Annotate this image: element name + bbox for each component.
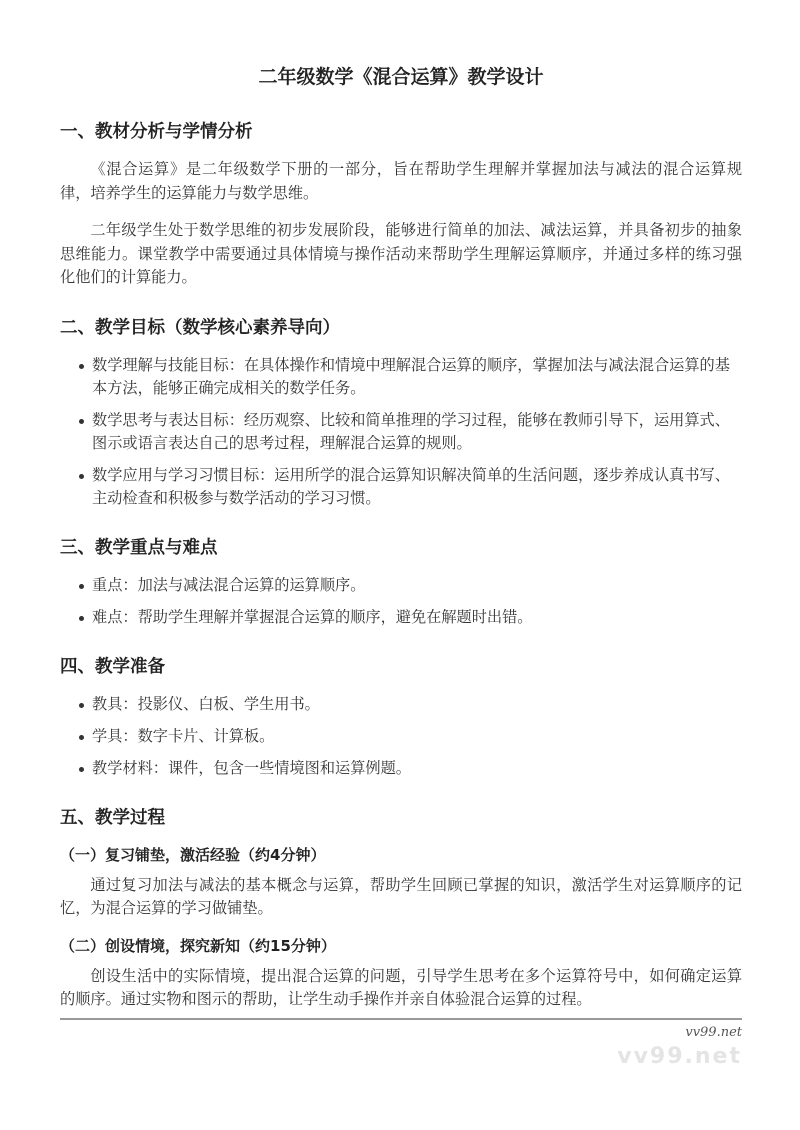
section-4 xyxy=(60,655,742,780)
document-title: 二年级数学《混合运算》教学设计 xyxy=(258,66,544,88)
objectives-list xyxy=(60,354,742,510)
subsection-heading: （一）复习铺垫，激活经验（约4分钟） xyxy=(60,845,326,864)
list-item: 重点：加法与减法混合运算的运算顺序。 xyxy=(60,574,742,597)
section-3 xyxy=(60,536,742,629)
footer-site: vv99.net xyxy=(685,1024,742,1040)
section-5 xyxy=(60,806,742,1012)
section-1 xyxy=(60,120,742,290)
section-heading-4: 四、教学准备 xyxy=(60,656,165,677)
preparation-list xyxy=(60,693,742,780)
key-points-list xyxy=(60,574,742,629)
section-heading-2: 二、教学目标（数学核心素养导向） xyxy=(60,317,340,338)
paragraph: 通过复习加法与减法的基本概念与运算，帮助学生回顾已掌握的知识，激活学生对运算顺序的记忆，为混合运算的学习做铺垫。 xyxy=(60,875,742,917)
footer-divider xyxy=(60,1018,742,1020)
section-heading-3: 三、教学重点与难点 xyxy=(60,537,218,558)
section-heading-1: 一、教材分析与学情分析 xyxy=(60,122,253,142)
list-item: 数学应用与学习习惯目标：运用所学的混合运算知识解决简单的生活问题，逐步养成认真书写、主动检查和积极参与数学活动的学习习惯。 xyxy=(60,464,742,510)
paragraph: 创设生活中的实际情境，提出混合运算的问题，引导学生思考在多个运算符号中，如何确定运算的顺序。通过实物和图示的帮助，让学生动手操作并亲自体验混合运算的过程。 xyxy=(60,966,742,1008)
list-item: 难点：帮助学生理解并掌握混合运算的顺序，避免在解题时出错。 xyxy=(60,606,742,629)
list-item: 教具：投影仪、白板、学生用书。 xyxy=(60,693,742,716)
paragraph: 《混合运算》是二年级数学下册的一部分，旨在帮助学生理解并掌握加法与减法的混合运算规律，培养学生的运算能力与数学思维。 xyxy=(60,160,742,202)
paragraph: 二年级学生处于数学思维的初步发展阶段，能够进行简单的加法、减法运算，并具备初步的抽象思维能力。课堂教学中需要通过具体情境与操作活动来帮助学生理解运算顺序，并通过多样的练习强化他们的计算能力。 xyxy=(60,221,742,286)
section-heading-5: 五、教学过程 xyxy=(60,807,165,828)
list-item: 教学材料：课件，包含一些情境图和运算例题。 xyxy=(60,757,742,780)
list-item: 数学思考与表达目标：经历观察、比较和简单推理的学习过程，能够在教师引导下，运用算式、图示或语言表达自己的思考过程，理解混合运算的规则。 xyxy=(60,409,742,455)
section-2 xyxy=(60,316,742,510)
list-item: 数学理解与技能目标：在具体操作和情境中理解混合运算的顺序，掌握加法与减法混合运算的基本方法，能够正确完成相关的数学任务。 xyxy=(60,354,742,400)
watermark: vv99.net xyxy=(617,1043,742,1069)
list-item: 学具：数字卡片、计算板。 xyxy=(60,725,742,748)
subsection-heading: （二）创设情境，探究新知（约15分钟） xyxy=(60,936,336,955)
